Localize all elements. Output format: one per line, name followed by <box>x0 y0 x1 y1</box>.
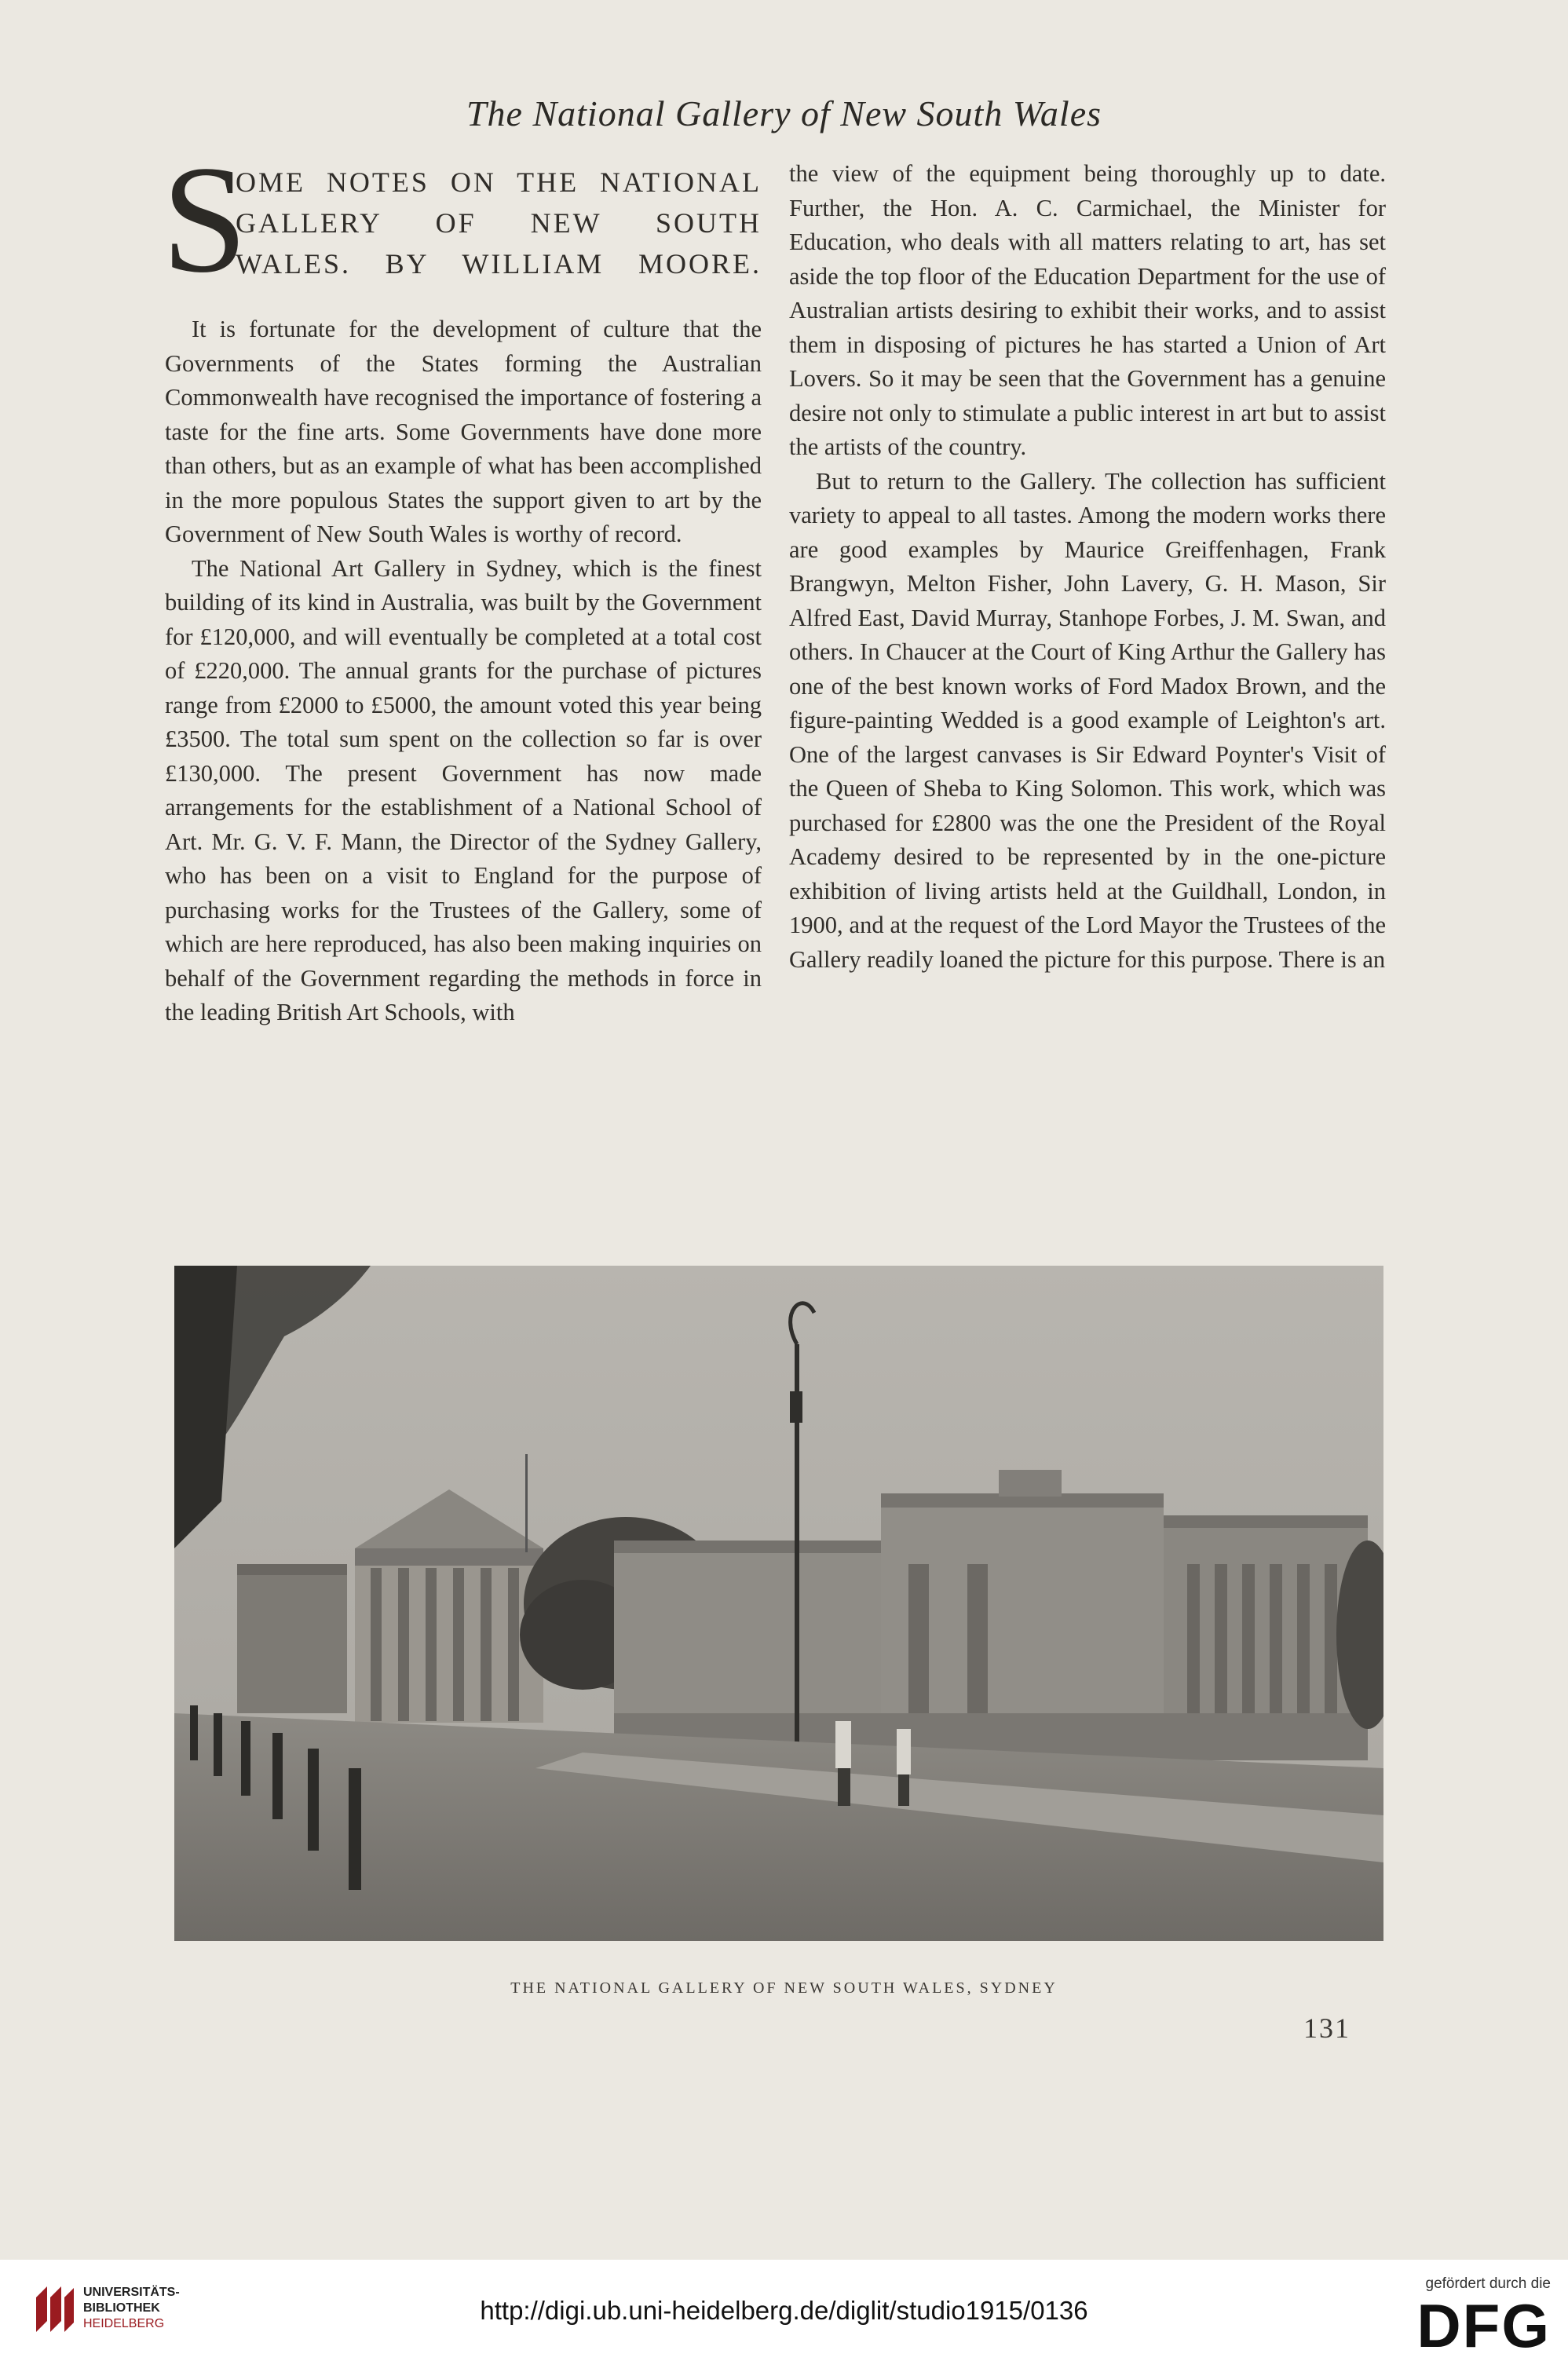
drop-cap: S <box>162 134 248 305</box>
right-column <box>789 157 1386 977</box>
right-paragraph-1: the view of the equipment being thoroughly up to date. Further, the Hon. A. C. Carmichael, the Minister for Education, who deals with all matters relating to art, has set aside the top floor of the Education Department for the use of Australian artists desiring to exhibit their works, and to assist them in disposing of pictures he has started a Union of Art Lovers. So it may be seen that the Government has a genuine desire not only to stimulate a public interest in art but to assist the artists of the country. <box>789 160 1386 460</box>
article-heading <box>162 134 762 305</box>
library-name-line-2: BIBLIOTHEK <box>83 2301 160 2315</box>
heading-line-3: WALES. BY WILLIAM MOORE. <box>236 248 762 280</box>
permalink-url[interactable]: http://digi.ub.uni-heidelberg.de/diglit/studio1915/0136 <box>480 2296 1088 2325</box>
funder-logo[interactable] <box>1394 2275 1551 2362</box>
gallery-photograph <box>174 1266 1383 1941</box>
library-name-line-1: UNIVERSITÄTS- <box>83 2286 180 2299</box>
photo-caption: THE NATIONAL GALLERY OF NEW SOUTH WALES, SYDNEY <box>510 1979 1058 1997</box>
heading-line-2: GALLERY OF NEW SOUTH <box>236 207 762 239</box>
left-paragraph-2: The National Art Gallery in Sydney, which is the finest building of its kind in Australia, was built by the Government for £120,000, and will eventually be completed at a total cost of £220,000. The annual grants for the purchase of pictures range from £2000 to £5000, the amount voted this year being £3500. The total sum spent on the collection so far is over £130,000. The present Government has now made arrangements for the establishment of a National School of Art. Mr. G. V. F. Mann, the Director of the Sydney Gallery, who has been on a visit to England for the purpose of purchasing works for the Trustees of the Gallery, some of which are here reproduced, has also been making inquiries on behalf of the Government regarding the methods in force in the leading British Art Schools, with <box>165 554 762 1025</box>
heading-line-1: OME NOTES ON THE NATIONAL <box>236 166 762 198</box>
funder-label: gefördert durch die <box>1425 2275 1551 2292</box>
funder-name: DFG <box>1416 2291 1551 2360</box>
page-number: 131 <box>1303 2012 1351 2044</box>
digitization-footer <box>0 2260 1568 2372</box>
running-head: The National Gallery of New South Wales <box>466 93 1102 133</box>
library-name-line-3: HEIDELBERG <box>83 2317 165 2330</box>
right-paragraph-2: But to return to the Gallery. The collection has sufficient variety to appeal to all tastes. Among the modern works there are good examples by Maurice Greiffenhagen, Frank Brangwyn, Melton Fisher, John Lavery, G. H. Mason, Sir Alfred East, David Murray, Stanhope Forbes, J. M. Swan, and others. In Chaucer at the Court of King Arthur the Gallery has one of the best known works of Ford Madox Brown, and the figure-painting Wedded is a good example of Leighton's art. One of the largest canvases is Sir Edward Poynter's Visit of the Queen of Sheba to King Solomon. This work, which was purchased for £2800 was the one the President of the Royal Academy desired to be represented by in the one-picture exhibition of living artists held at the Guildhall, London, in 1900, and at the request of the Lord Mayor the Trustees of the Gallery readily loaned the picture for this purpose. There is an <box>789 467 1386 973</box>
photo-illustration <box>174 1266 1383 1941</box>
left-paragraph-1: It is fortunate for the development of culture that the Governments of the States forming the Australian Commonwealth have recognised the importance of fostering a taste for the fine arts. Some Governments have done more than others, but as an example of what has been accomplished in the more populous States the support given to art by the Government of New South Wales is worthy of record. <box>165 316 762 547</box>
left-column <box>162 134 762 1030</box>
